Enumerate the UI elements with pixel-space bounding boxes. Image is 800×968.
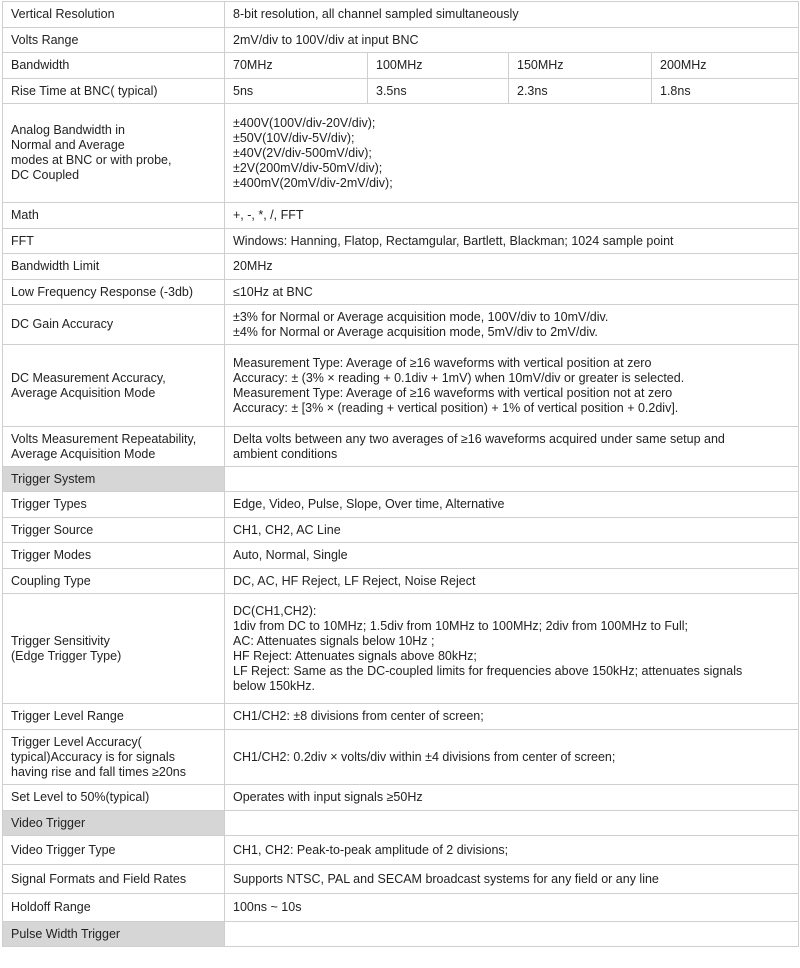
bandwidth-cell: 200MHz xyxy=(652,53,799,79)
table-row xyxy=(3,730,799,785)
label-line: DC Measurement Accuracy, xyxy=(11,370,166,385)
row-label xyxy=(3,345,225,427)
value-line: LF Reject: Same as the DC-coupled limits for frequencies above 150kHz; attenuates signals xyxy=(233,663,743,678)
row-label: Volts Range xyxy=(3,28,225,53)
table-row xyxy=(3,543,799,569)
bandwidth-cell: 70MHz xyxy=(225,53,368,79)
value-line: Measurement Type: Average of ≥16 waveforms with vertical position at zero xyxy=(233,355,652,370)
table-row xyxy=(3,254,799,280)
row-label: FFT xyxy=(3,229,225,254)
row-value: Operates with input signals ≥50Hz xyxy=(225,785,799,811)
row-label: Trigger Types xyxy=(3,492,225,518)
value-line: HF Reject: Attenuates signals above 80kHz; xyxy=(233,648,477,663)
rise-time-cell: 1.8ns xyxy=(652,79,799,104)
table-row xyxy=(3,569,799,594)
value-line: ±2V(200mV/div-50mV/div); xyxy=(233,160,383,175)
label-line: having rise and fall times ≥20ns xyxy=(11,764,187,779)
row-value: Edge, Video, Pulse, Slope, Over time, Alternative xyxy=(225,492,799,518)
value-line: ambient conditions xyxy=(233,446,338,461)
table-row xyxy=(3,203,799,229)
value-line: ±3% for Normal or Average acquisition mode, 100V/div to 10mV/div. xyxy=(233,309,609,324)
row-label: Signal Formats and Field Rates xyxy=(3,865,225,894)
row-label: DC Gain Accuracy xyxy=(3,305,225,345)
section-empty-cell xyxy=(225,922,799,947)
table-row xyxy=(3,2,799,28)
row-value: 20MHz xyxy=(225,254,799,280)
label-line: Normal and Average xyxy=(11,138,125,152)
label-line: Average Acquisition Mode xyxy=(11,446,156,461)
row-value: DC, AC, HF Reject, LF Reject, Noise Reject xyxy=(225,569,799,594)
table-row xyxy=(3,427,799,467)
value-line: Accuracy: ± (3% × reading + 0.1div + 1mV) when 10mV/div or greater is selected. xyxy=(233,370,685,385)
row-label: Trigger Modes xyxy=(3,543,225,569)
row-label xyxy=(3,730,225,785)
section-header: Pulse Width Trigger xyxy=(3,922,225,947)
row-label: Math xyxy=(3,203,225,229)
value-line: ±50V(10V/div-5V/div); xyxy=(233,130,355,145)
row-label: Low Frequency Response (-3db) xyxy=(3,280,225,305)
row-value xyxy=(225,104,799,203)
table-row xyxy=(3,785,799,811)
value-line: below 150kHz. xyxy=(233,678,315,693)
table-row xyxy=(3,865,799,894)
table-row xyxy=(3,280,799,305)
label-line: Average Acquisition Mode xyxy=(11,385,156,400)
row-value: 2mV/div to 100V/div at input BNC xyxy=(225,28,799,53)
table-row xyxy=(3,836,799,865)
section-header-row xyxy=(3,467,799,492)
section-header-row xyxy=(3,922,799,947)
row-value: Supports NTSC, PAL and SECAM broadcast systems for any field or any line xyxy=(225,865,799,894)
table-row xyxy=(3,53,799,79)
row-value: +, -, *, /, FFT xyxy=(225,203,799,229)
value-line: Measurement Type: Average of ≥16 waveforms with vertical position not at zero xyxy=(233,385,673,400)
row-value: CH1, CH2: Peak-to-peak amplitude of 2 divisions; xyxy=(225,836,799,865)
value-line: 1div from DC to 10MHz; 1.5div from 10MHz to 100MHz; 2div from 100MHz to Full; xyxy=(233,618,689,633)
section-empty-cell xyxy=(225,811,799,836)
row-label: Holdoff Range xyxy=(3,894,225,922)
section-header: Video Trigger xyxy=(3,811,225,836)
row-label xyxy=(3,427,225,467)
rise-time-cell: 3.5ns xyxy=(368,79,509,104)
table-row xyxy=(3,518,799,543)
value-line: DC(CH1,CH2): xyxy=(233,603,317,618)
row-value xyxy=(225,594,799,704)
value-line: ±400V(100V/div-20V/div); xyxy=(233,115,376,130)
rise-time-cell: 5ns xyxy=(225,79,368,104)
row-value: ≤10Hz at BNC xyxy=(225,280,799,305)
row-label: Video Trigger Type xyxy=(3,836,225,865)
bandwidth-cell: 150MHz xyxy=(509,53,652,79)
rise-time-cell: 2.3ns xyxy=(509,79,652,104)
row-label: Coupling Type xyxy=(3,569,225,594)
value-line: ±40V(2V/div-500mV/div); xyxy=(233,145,372,160)
spec-table xyxy=(2,1,799,947)
label-line: Trigger Sensitivity xyxy=(11,633,110,648)
value-line: Delta volts between any two averages of ≥16 waveforms acquired under same setup and xyxy=(233,431,725,446)
row-value xyxy=(225,345,799,427)
table-row xyxy=(3,229,799,254)
label-line: Trigger Level Accuracy( xyxy=(11,734,142,749)
table-row xyxy=(3,79,799,104)
value-line: ±4% for Normal or Average acquisition mode, 5mV/div to 2mV/div. xyxy=(233,324,598,339)
row-label: Vertical Resolution xyxy=(3,2,225,28)
value-line: AC: Attenuates signals below 10Hz ; xyxy=(233,633,435,648)
row-value: 100ns ~ 10s xyxy=(225,894,799,922)
table-row xyxy=(3,894,799,922)
table-row xyxy=(3,492,799,518)
section-header-row xyxy=(3,811,799,836)
row-label xyxy=(3,594,225,704)
row-value xyxy=(225,427,799,467)
row-label: Rise Time at BNC( typical) xyxy=(3,79,225,104)
row-value: CH1/CH2: ±8 divisions from center of screen; xyxy=(225,704,799,730)
row-value: CH1, CH2, AC Line xyxy=(225,518,799,543)
bandwidth-cell: 100MHz xyxy=(368,53,509,79)
table-row xyxy=(3,704,799,730)
table-row xyxy=(3,104,799,203)
value-line: Accuracy: ± [3% × (reading + vertical position) + 1% of vertical position + 0.2div]. xyxy=(233,400,679,415)
table-row xyxy=(3,305,799,345)
table-row xyxy=(3,28,799,53)
row-label: Set Level to 50%(typical) xyxy=(3,785,225,811)
section-header: Trigger System xyxy=(3,467,225,492)
label-line: modes at BNC or with probe, xyxy=(11,153,172,167)
row-value: Windows: Hanning, Flatop, Rectamgular, Bartlett, Blackman; 1024 sample point xyxy=(225,229,799,254)
label-line: (Edge Trigger Type) xyxy=(11,648,122,663)
row-value: 8-bit resolution, all channel sampled simultaneously xyxy=(225,2,799,28)
label-line: typical)Accuracy is for signals xyxy=(11,749,175,764)
table-row xyxy=(3,345,799,427)
row-label: Bandwidth xyxy=(3,53,225,79)
row-label xyxy=(3,104,225,203)
label-line: DC Coupled xyxy=(11,168,80,182)
row-value xyxy=(225,305,799,345)
label-line: Analog Bandwidth in xyxy=(11,123,125,137)
row-label: Bandwidth Limit xyxy=(3,254,225,280)
row-label: Trigger Source xyxy=(3,518,225,543)
label-line: Volts Measurement Repeatability, xyxy=(11,431,197,446)
row-value: Auto, Normal, Single xyxy=(225,543,799,569)
row-label: Trigger Level Range xyxy=(3,704,225,730)
value-line: ±400mV(20mV/div-2mV/div); xyxy=(233,175,393,190)
section-empty-cell xyxy=(225,467,799,492)
row-value: CH1/CH2: 0.2div × volts/div within ±4 divisions from center of screen; xyxy=(225,730,799,785)
table-row xyxy=(3,594,799,704)
